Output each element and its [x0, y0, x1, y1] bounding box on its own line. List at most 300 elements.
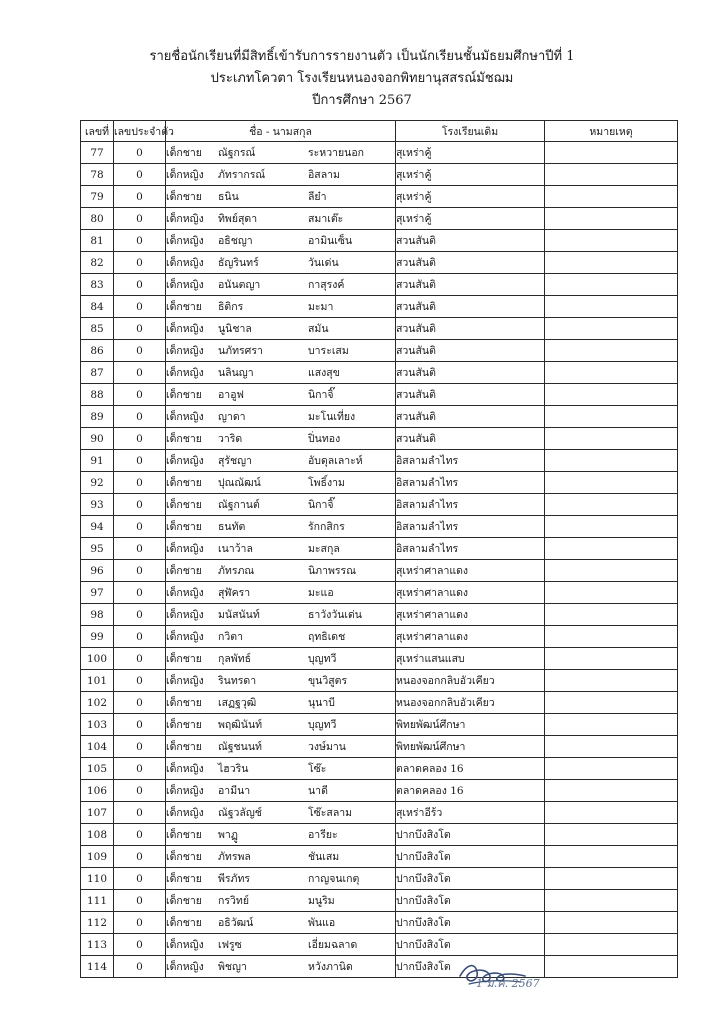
name-prefix: เด็กชาย [166, 499, 202, 511]
student-full-name [166, 956, 396, 978]
name-prefix: เด็กชาย [166, 829, 202, 841]
first-name: กวิตา [218, 631, 243, 643]
row-number: 107 [81, 802, 114, 824]
student-full-name [166, 384, 396, 406]
first-name: พาฏู [218, 829, 238, 841]
previous-school: หนองจอกกลิบอัวเคียว [396, 692, 545, 714]
last-name: กาสุรงค์ [308, 279, 345, 291]
remarks-cell [545, 780, 678, 802]
row-number: 89 [81, 406, 114, 428]
row-number: 79 [81, 186, 114, 208]
student-id: 0 [114, 186, 166, 208]
first-name: กรวิทย์ [218, 895, 249, 907]
name-prefix: เด็กหญิง [166, 609, 204, 621]
signature-date-stamp: 1 ม.ค. 2567 [476, 977, 540, 990]
name-prefix: เด็กชาย [166, 301, 202, 313]
table-row [81, 252, 678, 274]
table-row [81, 670, 678, 692]
student-roster-table [80, 120, 678, 978]
student-full-name [166, 450, 396, 472]
first-name: ณัฐชนนท์ [218, 741, 262, 753]
first-name: เฟรูซ [218, 939, 242, 951]
last-name: วงษ์มาน [308, 741, 346, 753]
remarks-cell [545, 626, 678, 648]
last-name: นิกาจิ๊ [308, 389, 334, 401]
last-name: แสงสุข [308, 367, 340, 379]
first-name: อามีนา [218, 785, 251, 797]
name-prefix: เด็กหญิง [166, 675, 204, 687]
last-name: มนูริม [308, 895, 335, 907]
student-full-name [166, 692, 396, 714]
first-name: ธนิน [218, 191, 239, 203]
student-id: 0 [114, 890, 166, 912]
row-number: 110 [81, 868, 114, 890]
col-header-previous-school: โรงเรียนเดิม [396, 121, 545, 142]
row-number: 106 [81, 780, 114, 802]
first-name: สุฬัครา [218, 587, 251, 599]
name-prefix: เด็กหญิง [166, 763, 204, 775]
previous-school: ปากบึงสิงโต [396, 824, 545, 846]
title-line-2: ประเภทโควตา โรงเรียนหนองจอกพิทยานุสสรณ์มัชฌม [210, 70, 514, 86]
table-row [81, 890, 678, 912]
name-prefix: เด็กหญิง [166, 807, 204, 819]
row-number: 92 [81, 472, 114, 494]
student-full-name [166, 582, 396, 604]
last-name: เอี่ยมฉลาด [308, 939, 358, 951]
title-line-3: ปีการศึกษา 2567 [312, 92, 412, 108]
row-number: 91 [81, 450, 114, 472]
student-id: 0 [114, 472, 166, 494]
first-name: ญาดา [218, 411, 246, 423]
table-row [81, 450, 678, 472]
student-full-name [166, 846, 396, 868]
table-row [81, 714, 678, 736]
first-name: ณัฐกานต์ [218, 499, 260, 511]
row-number: 100 [81, 648, 114, 670]
previous-school: สุเหร่าอีร้ว [396, 802, 545, 824]
previous-school: ปากบึงสิงโต [396, 890, 545, 912]
last-name: สมัน [308, 323, 329, 335]
table-row [81, 648, 678, 670]
table-row [81, 208, 678, 230]
student-id: 0 [114, 802, 166, 824]
previous-school: สุเหร่าคู้ [396, 142, 545, 164]
last-name: สมาเต๊ะ [308, 213, 344, 225]
last-name: ชันเสม [308, 851, 340, 863]
student-full-name [166, 560, 396, 582]
row-number: 82 [81, 252, 114, 274]
first-name: กุลพัทธ์ [218, 653, 252, 665]
student-full-name [166, 186, 396, 208]
last-name: อามินเซ็น [308, 235, 353, 247]
first-name: รินทรดา [218, 675, 257, 687]
previous-school: สุเหร่าศาลาแดง [396, 560, 545, 582]
table-row [81, 604, 678, 626]
table-row [81, 956, 678, 978]
remarks-cell [545, 230, 678, 252]
previous-school: สวนสันติ [396, 406, 545, 428]
name-prefix: เด็กหญิง [166, 235, 204, 247]
table-row [81, 538, 678, 560]
previous-school: สวนสันติ [396, 230, 545, 252]
row-number: 80 [81, 208, 114, 230]
table-row [81, 626, 678, 648]
first-name: พีรภัทร [218, 873, 251, 885]
student-full-name [166, 340, 396, 362]
name-prefix: เด็กชาย [166, 653, 202, 665]
remarks-cell [545, 714, 678, 736]
row-number: 83 [81, 274, 114, 296]
student-id: 0 [114, 736, 166, 758]
student-full-name [166, 274, 396, 296]
first-name: พฤฒินันท์ [218, 719, 263, 731]
student-full-name [166, 868, 396, 890]
name-prefix: เด็กหญิง [166, 345, 204, 357]
remarks-cell [545, 692, 678, 714]
last-name: โซ๊ะสลาม [308, 807, 353, 819]
name-prefix: เด็กชาย [166, 741, 202, 753]
row-number: 114 [81, 956, 114, 978]
previous-school: อิสลามลำไทร [396, 450, 545, 472]
last-name: บาระเสม [308, 345, 349, 357]
last-name: นาดี [308, 785, 328, 797]
table-row [81, 582, 678, 604]
row-number: 94 [81, 516, 114, 538]
first-name: ปุณณัฒน์ [218, 477, 261, 489]
row-number: 112 [81, 912, 114, 934]
row-number: 86 [81, 340, 114, 362]
remarks-cell [545, 934, 678, 956]
last-name: ขุนวิสูตร [308, 675, 348, 687]
name-prefix: เด็กหญิง [166, 587, 204, 599]
table-row [81, 384, 678, 406]
student-full-name [166, 736, 396, 758]
remarks-cell [545, 406, 678, 428]
student-id: 0 [114, 824, 166, 846]
remarks-cell [545, 582, 678, 604]
last-name: ปิ่นทอง [308, 433, 341, 445]
row-number: 98 [81, 604, 114, 626]
table-row [81, 868, 678, 890]
remarks-cell [545, 362, 678, 384]
table-row [81, 186, 678, 208]
name-prefix: เด็กหญิง [166, 367, 204, 379]
student-id: 0 [114, 318, 166, 340]
student-full-name [166, 208, 396, 230]
name-prefix: เด็กชาย [166, 477, 202, 489]
row-number: 78 [81, 164, 114, 186]
student-full-name [166, 516, 396, 538]
previous-school: สุเหร่าคู้ [396, 208, 545, 230]
last-name: วันเด่น [308, 257, 339, 269]
previous-school: พิทยพัฒน์ศึกษา [396, 714, 545, 736]
name-prefix: เด็กชาย [166, 895, 202, 907]
previous-school: สุเหร่าแสนแสบ [396, 648, 545, 670]
student-id: 0 [114, 868, 166, 890]
table-row [81, 406, 678, 428]
previous-school: สวนสันติ [396, 362, 545, 384]
student-id: 0 [114, 846, 166, 868]
row-number: 90 [81, 428, 114, 450]
first-name: เสฏฐวุฒิ [218, 697, 257, 709]
table-row [81, 516, 678, 538]
previous-school: สุเหร่าศาลาแดง [396, 582, 545, 604]
row-number: 77 [81, 142, 114, 164]
student-id: 0 [114, 516, 166, 538]
previous-school: ตลาดคลอง 16 [396, 758, 545, 780]
student-id: 0 [114, 296, 166, 318]
remarks-cell [545, 318, 678, 340]
student-full-name [166, 164, 396, 186]
previous-school: ปากบึงสิงโต [396, 868, 545, 890]
table-row [81, 142, 678, 164]
row-number: 103 [81, 714, 114, 736]
student-id: 0 [114, 560, 166, 582]
row-number: 85 [81, 318, 114, 340]
row-number: 102 [81, 692, 114, 714]
last-name: บุญทวี [308, 719, 337, 731]
first-name: ภัทรพล [218, 851, 251, 863]
remarks-cell [545, 472, 678, 494]
previous-school: สุเหร่าคู้ [396, 186, 545, 208]
table-row [81, 274, 678, 296]
student-full-name [166, 538, 396, 560]
remarks-cell [545, 450, 678, 472]
first-name: ณัฐวลัญช์ [218, 807, 262, 819]
previous-school: สวนสันติ [396, 252, 545, 274]
student-id: 0 [114, 714, 166, 736]
last-name: อิสลาม [308, 169, 340, 181]
row-number: 87 [81, 362, 114, 384]
student-id: 0 [114, 450, 166, 472]
name-prefix: เด็กชาย [166, 873, 202, 885]
student-full-name [166, 252, 396, 274]
previous-school: สวนสันติ [396, 428, 545, 450]
remarks-cell [545, 164, 678, 186]
student-full-name [166, 802, 396, 824]
name-prefix: เด็กหญิง [166, 257, 204, 269]
student-full-name [166, 406, 396, 428]
first-name: มนัสนันท์ [218, 609, 260, 621]
name-prefix: เด็กหญิง [166, 455, 204, 467]
last-name: ลีย๋า [308, 191, 327, 203]
previous-school: ตลาดคลอง 16 [396, 780, 545, 802]
student-full-name [166, 714, 396, 736]
first-name: ภัทรากรณ์ [218, 169, 266, 181]
name-prefix: เด็กชาย [166, 433, 202, 445]
last-name: มะสกุล [308, 543, 340, 555]
remarks-cell [545, 802, 678, 824]
document-header [0, 49, 724, 114]
remarks-cell [545, 560, 678, 582]
student-full-name [166, 890, 396, 912]
student-id: 0 [114, 648, 166, 670]
last-name: บุญทวี [308, 653, 337, 665]
student-id: 0 [114, 406, 166, 428]
student-full-name [166, 824, 396, 846]
remarks-cell [545, 142, 678, 164]
name-prefix: เด็กชาย [166, 697, 202, 709]
table-row [81, 230, 678, 252]
remarks-cell [545, 340, 678, 362]
remarks-cell [545, 274, 678, 296]
student-full-name [166, 648, 396, 670]
name-prefix: เด็กชาย [166, 851, 202, 863]
student-id: 0 [114, 274, 166, 296]
remarks-cell [545, 868, 678, 890]
previous-school: อิสลามลำไทร [396, 538, 545, 560]
name-prefix: เด็กหญิง [166, 279, 204, 291]
student-id: 0 [114, 340, 166, 362]
row-number: 113 [81, 934, 114, 956]
last-name: มะแอ [308, 587, 334, 599]
name-prefix: เด็กหญิง [166, 543, 204, 555]
student-id: 0 [114, 956, 166, 978]
row-number: 84 [81, 296, 114, 318]
name-prefix: เด็กชาย [166, 917, 202, 929]
student-full-name [166, 318, 396, 340]
row-number: 95 [81, 538, 114, 560]
student-full-name [166, 362, 396, 384]
first-name: ไฮวริน [218, 763, 249, 775]
first-name: ธัญรินทร์ [218, 257, 259, 269]
name-prefix: เด็กชาย [166, 389, 202, 401]
student-id: 0 [114, 626, 166, 648]
last-name: นิภาพรรณ [308, 565, 356, 577]
student-id: 0 [114, 494, 166, 516]
table-row [81, 758, 678, 780]
last-name: ธาวังวันเด่น [308, 609, 362, 621]
row-number: 109 [81, 846, 114, 868]
table-row [81, 472, 678, 494]
remarks-cell [545, 648, 678, 670]
previous-school: สุเหร่าศาลาแดง [396, 626, 545, 648]
previous-school: สุเหร่าศาลาแดง [396, 604, 545, 626]
previous-school: สวนสันติ [396, 318, 545, 340]
previous-school: สวนสันติ [396, 340, 545, 362]
last-name: หวังภานิด [308, 961, 353, 973]
table-row [81, 846, 678, 868]
student-id: 0 [114, 208, 166, 230]
name-prefix: เด็กหญิง [166, 631, 204, 643]
student-full-name [166, 912, 396, 934]
row-number: 96 [81, 560, 114, 582]
remarks-cell [545, 736, 678, 758]
student-full-name [166, 472, 396, 494]
name-prefix: เด็กหญิง [166, 939, 204, 951]
name-prefix: เด็กหญิง [166, 213, 204, 225]
table-row [81, 692, 678, 714]
name-prefix: เด็กหญิง [166, 323, 204, 335]
last-name: กาญจนเกตุ [308, 873, 360, 885]
last-name: มะมา [308, 301, 334, 313]
first-name: นภัทรศรา [218, 345, 263, 357]
table-row [81, 318, 678, 340]
previous-school: ปากบึงสิงโต [396, 912, 545, 934]
name-prefix: เด็กชาย [166, 521, 202, 533]
last-name: โซ๊ะ [308, 763, 327, 775]
previous-school: สุเหร่าคู้ [396, 164, 545, 186]
previous-school: หนองจอกกลิบอัวเคียว [396, 670, 545, 692]
remarks-cell [545, 538, 678, 560]
student-id: 0 [114, 582, 166, 604]
student-id: 0 [114, 780, 166, 802]
remarks-cell [545, 384, 678, 406]
student-full-name [166, 758, 396, 780]
student-full-name [166, 670, 396, 692]
name-prefix: เด็กหญิง [166, 785, 204, 797]
remarks-cell [545, 186, 678, 208]
name-prefix: เด็กหญิง [166, 411, 204, 423]
student-id: 0 [114, 538, 166, 560]
student-full-name [166, 626, 396, 648]
last-name: ระหวายนอก [308, 147, 364, 159]
table-row [81, 560, 678, 582]
previous-school: พิทยพัฒน์ศึกษา [396, 736, 545, 758]
remarks-cell [545, 494, 678, 516]
student-full-name [166, 230, 396, 252]
col-header-remarks: หมายเหตุ [545, 121, 678, 142]
name-prefix: เด็กชาย [166, 565, 202, 577]
remarks-cell [545, 208, 678, 230]
last-name: โพธิ์งาม [308, 477, 345, 489]
table-row [81, 296, 678, 318]
name-prefix: เด็กชาย [166, 191, 202, 203]
last-name: นุนาบี [308, 697, 335, 709]
previous-school: สวนสันติ [396, 296, 545, 318]
last-name: พันแอ [308, 917, 336, 929]
first-name: อาอูฟ [218, 389, 244, 401]
first-name: ธนทัต [218, 521, 246, 533]
remarks-cell [545, 296, 678, 318]
last-name: รักกสิกร [308, 521, 345, 533]
remarks-cell [545, 912, 678, 934]
student-id: 0 [114, 670, 166, 692]
table-row [81, 340, 678, 362]
table-row [81, 912, 678, 934]
first-name: อธิวัฒน์ [218, 917, 254, 929]
last-name: นิกาจิ๊ [308, 499, 334, 511]
table-row [81, 164, 678, 186]
row-number: 105 [81, 758, 114, 780]
remarks-cell [545, 890, 678, 912]
title-line-1: รายชื่อนักเรียนที่มีสิทธิ์เข้ารับการรายงานตัว เป็นนักเรียนชั้นมัธยมศึกษาปีที่ 1 [149, 49, 575, 64]
student-id: 0 [114, 758, 166, 780]
previous-school: ปากบึงสิงโต [396, 956, 545, 978]
row-number: 88 [81, 384, 114, 406]
row-number: 101 [81, 670, 114, 692]
table-row [81, 824, 678, 846]
student-id: 0 [114, 164, 166, 186]
student-full-name [166, 428, 396, 450]
student-id: 0 [114, 912, 166, 934]
student-id: 0 [114, 230, 166, 252]
first-name: ณัฐกรณ์ [218, 147, 256, 159]
previous-school: สวนสันติ [396, 274, 545, 296]
table-row [81, 780, 678, 802]
student-id: 0 [114, 142, 166, 164]
first-name: นลินญา [218, 367, 254, 379]
previous-school: อิสลามลำไทร [396, 472, 545, 494]
table-row [81, 428, 678, 450]
row-number: 93 [81, 494, 114, 516]
remarks-cell [545, 758, 678, 780]
name-prefix: เด็กชาย [166, 147, 202, 159]
previous-school: ปากบึงสิงโต [396, 846, 545, 868]
student-full-name [166, 142, 396, 164]
first-name: นูนิชาล [218, 323, 252, 335]
previous-school: ปากบึงสิงโต [396, 934, 545, 956]
